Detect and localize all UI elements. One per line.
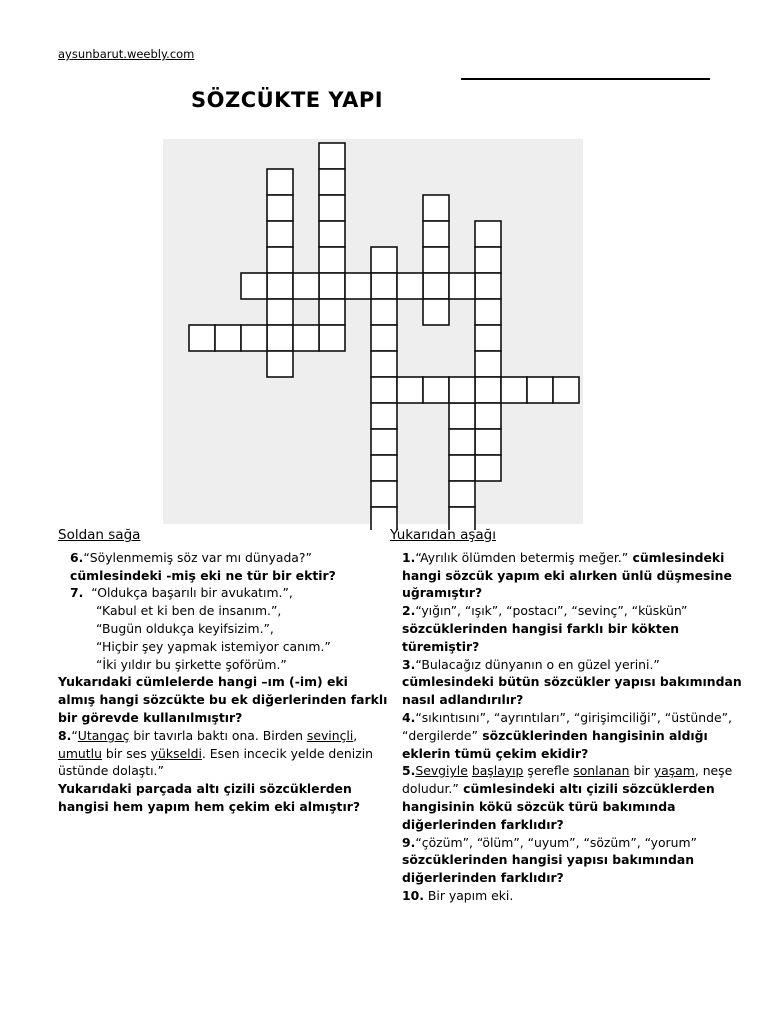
crossword-cell[interactable] [371, 481, 397, 507]
crossword-cell[interactable] [293, 273, 319, 299]
clue-8-question: Yukarıdaki parçada altı çizili sözcüklerden hangisi hem yapım hem çekim eki almıştır? [58, 781, 361, 814]
crossword-cell[interactable] [371, 247, 397, 273]
crossword-cell[interactable] [449, 429, 475, 455]
crossword-cell[interactable] [319, 169, 345, 195]
crossword-cell[interactable] [475, 429, 501, 455]
clue-8-part: . Esen incecik yelde denizin üstünde dolaştı.” [58, 745, 373, 779]
crossword-cell[interactable] [423, 221, 449, 247]
across-clues [58, 527, 388, 816]
clue-5-number: 5. [402, 763, 416, 779]
clue-3 [390, 656, 750, 674]
crossword-cell[interactable] [449, 377, 475, 403]
clue-7-line-3: “Bugün oldukça keyifsizim.”, [96, 620, 274, 636]
crossword-cell[interactable] [371, 377, 397, 403]
clue-2-text: “yığın”, “ışık”, “postacı”, “sevinç”, “küskün” [415, 603, 688, 619]
clue-8-underlined-word: sevinçli [306, 727, 354, 743]
crossword-cell[interactable] [371, 403, 397, 429]
crossword-cell[interactable] [267, 169, 293, 195]
clue-5-underlined-word: sonlanan [573, 763, 630, 779]
crossword-cell[interactable] [319, 221, 345, 247]
crossword-cell[interactable] [553, 377, 579, 403]
clue-8-part: bir ses [101, 745, 151, 761]
clue-2 [390, 602, 750, 620]
clue-5-question: cümlesindeki altı çizili sözcüklerden hangisinin kökü sözcük türü bakımında diğerlerinden farklıdır? [402, 781, 715, 832]
clue-8-part: bir tavırla baktı ona. Birden [129, 727, 307, 743]
clue-3-number: 3. [402, 656, 416, 672]
clue-1-question: cümlesindeki hangi sözcük yapım eki alırken ünlü düşmesine uğramıştır? [402, 549, 732, 601]
crossword-cell[interactable] [267, 273, 293, 299]
crossword-cell[interactable] [423, 195, 449, 221]
crossword-cell[interactable] [293, 325, 319, 351]
crossword-cell[interactable] [423, 377, 449, 403]
clue-6-text: “Söylenmemiş söz var mı dünyada?” [83, 549, 312, 565]
clue-8 [58, 727, 388, 780]
crossword-cell[interactable] [475, 325, 501, 351]
crossword-cell[interactable] [189, 325, 215, 351]
crossword-cell[interactable] [449, 273, 475, 299]
crossword-cell[interactable] [267, 247, 293, 273]
crossword-cell[interactable] [397, 377, 423, 403]
crossword-cell[interactable] [527, 377, 553, 403]
clue-5-part: bir [629, 763, 654, 779]
crossword-cell[interactable] [449, 455, 475, 481]
clue-1-text: “Ayrılık ölümden betermiş meğer.” [415, 549, 629, 565]
crossword-cell[interactable] [475, 455, 501, 481]
clue-4-text: “sıkıntısını”, “ayrıntıları”, “girişimciliği”, “üstünde”, “dergilerde” [402, 709, 732, 743]
clue-5-underlined-word: başlayıp [471, 763, 524, 779]
across-heading: Soldan sağa [58, 527, 141, 543]
clue-10-text: Bir yapım eki. [423, 887, 514, 903]
crossword-cell[interactable] [475, 221, 501, 247]
clue-7-line-1: “Oldukça başarılı bir avukatım.”, [91, 585, 293, 601]
crossword-cell[interactable] [371, 351, 397, 377]
crossword-cell[interactable] [267, 195, 293, 221]
clue-9-question: sözcüklerinden hangisi yapısı bakımından diğerlerinden farklıdır? [402, 852, 695, 886]
crossword-cell[interactable] [449, 403, 475, 429]
crossword-cell[interactable] [371, 429, 397, 455]
crossword-cell[interactable] [319, 143, 345, 169]
clue-8-underlined-word: umutlu [58, 745, 102, 761]
clue-9-number: 9. [402, 834, 416, 850]
page-title: SÖZCÜKTE YAPI [191, 88, 384, 112]
crossword-cell[interactable] [241, 325, 267, 351]
clue-3-question: cümlesindeki bütün sözcükler yapısı bakımından nasıl adlandırılır? [402, 674, 742, 708]
clue-8-part: “ [71, 727, 78, 743]
site-link[interactable]: aysunbarut.weebly.com [58, 47, 195, 61]
crossword-cell[interactable] [319, 247, 345, 273]
clue-7-line-4: “Hiçbir şey yapmak istemiyor canım.” [96, 638, 331, 654]
clue-4-question: sözcüklerinden hangisinin aldığı eklerin tümü çekim ekidir? [402, 727, 708, 761]
crossword-cell[interactable] [371, 325, 397, 351]
clue-7-line-2: “Kabul et ki ben de insanım.”, [96, 603, 282, 619]
clue-4-number: 4. [402, 709, 416, 725]
crossword-cell[interactable] [475, 273, 501, 299]
clue-5-underlined-word: yaşam [653, 763, 695, 779]
clue-8-underlined-word: Utangaç [77, 727, 130, 743]
clue-3-text: “Bulacağız dünyanın o en güzel yerini.” [415, 656, 660, 672]
crossword-cell[interactable] [423, 273, 449, 299]
crossword-cell[interactable] [449, 481, 475, 507]
clue-6 [58, 549, 388, 567]
crossword-cell[interactable] [267, 351, 293, 377]
clue-2-number: 2. [402, 603, 416, 619]
crossword-cell[interactable] [371, 299, 397, 325]
crossword-cell[interactable] [267, 221, 293, 247]
crossword-cell[interactable] [371, 455, 397, 481]
clue-1-number: 1. [402, 549, 416, 565]
clue-8-part: , [353, 727, 358, 743]
clue-8-number: 8. [58, 727, 72, 743]
clue-7-number: 7. [70, 585, 84, 601]
crossword-cell[interactable] [423, 247, 449, 273]
clue-5 [390, 762, 750, 833]
crossword-cell[interactable] [475, 351, 501, 377]
clue-2-question: sözcüklerinden hangisi farklı bir kökten türemiştir? [402, 620, 680, 654]
clue-6-number: 6. [70, 549, 84, 565]
crossword-cell[interactable] [319, 325, 345, 351]
clue-7-question: Yukarıdaki cümlelerde hangi –ım (-im) eki almış hangi sözcükte bu ek diğerlerinden farklı bir görevde kullanılmıştır? [58, 674, 388, 725]
crossword-cell[interactable] [423, 299, 449, 325]
clue-5-underlined-word: Sevgiyle [415, 763, 468, 779]
clue-10-number: 10. [402, 887, 424, 903]
crossword-cell[interactable] [267, 299, 293, 325]
crossword-cell[interactable] [475, 247, 501, 273]
clue-9 [390, 834, 750, 852]
clue-5-part: şerefle [523, 763, 574, 779]
crossword-cell[interactable] [475, 403, 501, 429]
crossword-cell[interactable] [215, 325, 241, 351]
clue-8-underlined-word: yükseldi [150, 745, 202, 761]
clue-7 [58, 584, 388, 602]
crossword-cell[interactable] [241, 273, 267, 299]
crossword-cell[interactable] [501, 377, 527, 403]
crossword-cell[interactable] [397, 273, 423, 299]
crossword-cell[interactable] [267, 325, 293, 351]
clue-7-line-5: “İki yıldır bu şirkette şoförüm.” [96, 656, 287, 672]
clue-4 [390, 709, 750, 762]
down-clues [390, 527, 750, 905]
crossword-cell[interactable] [319, 195, 345, 221]
crossword-cell[interactable] [371, 273, 397, 299]
clue-10 [390, 887, 750, 905]
down-heading: Yukarıdan aşağı [390, 527, 496, 543]
crossword-cell[interactable] [475, 299, 501, 325]
clue-1 [390, 549, 750, 602]
clue-9-text: “çözüm”, “ölüm”, “uyum”, “sözüm”, “yorum” [415, 834, 697, 850]
clue-5-part: , neşe doludur.” [402, 763, 733, 797]
crossword-cell[interactable] [345, 273, 371, 299]
clue-6-question: cümlesindeki -miş eki ne tür bir ektir? [70, 567, 336, 583]
crossword-cell[interactable] [475, 377, 501, 403]
crossword-cell[interactable] [319, 273, 345, 299]
crossword-cell[interactable] [319, 299, 345, 325]
